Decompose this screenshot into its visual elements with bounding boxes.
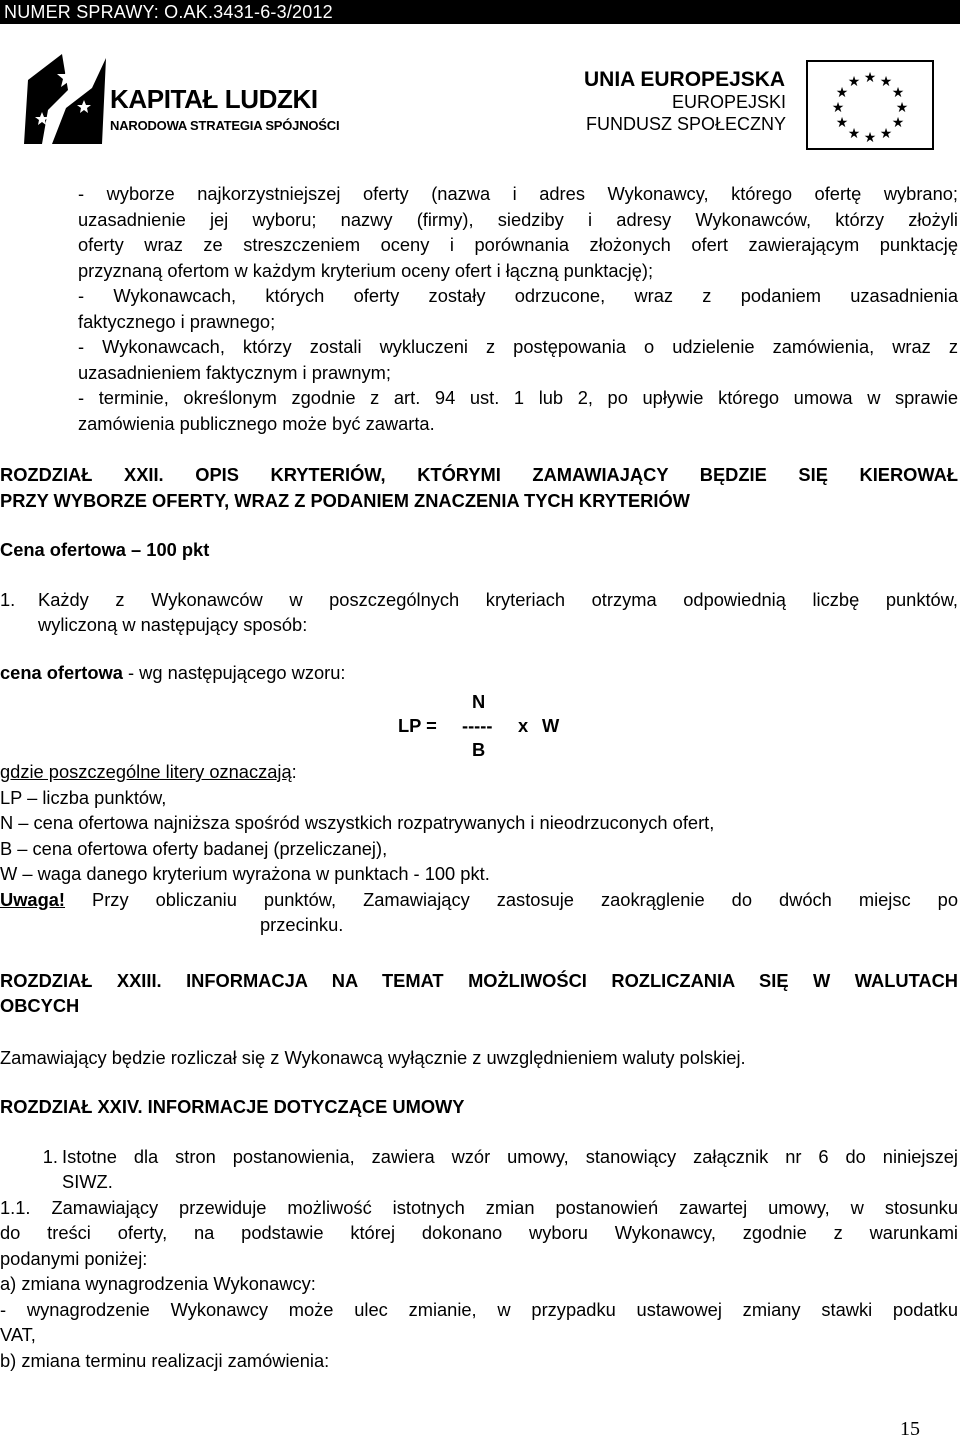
text-line: SIWZ. xyxy=(62,1171,113,1192)
heading-line: ROZDZIAŁ XXIII. INFORMACJA NA TEMAT MOŻLIWOŚCI ROZLICZANIA SIĘ W WALUTACH xyxy=(0,969,958,991)
kapital-ludzki-emblem-icon xyxy=(22,50,108,146)
legend-item: LP – liczba punktów, xyxy=(0,786,167,808)
text-line: wyliczoną w następujący sposób: xyxy=(38,614,308,635)
svg-text:★: ★ xyxy=(847,126,861,142)
legend-item: N – cena ofertowa najniższa spośród wszystkich rozpatrywanych i nieodrzuconych ofert, xyxy=(0,812,715,833)
text-line: faktycznego i prawnego; xyxy=(78,310,276,332)
heading-line: ROZDZIAŁ XXII. OPIS KRYTERIÓW, KTÓRYMI ZAMAWIAJĄCY BĘDZIE SIĘ KIEROWAŁ xyxy=(0,464,958,485)
svg-text:★: ★ xyxy=(891,85,905,101)
formula-weight: W xyxy=(542,715,560,736)
eu-logo xyxy=(584,60,944,160)
svg-text:★: ★ xyxy=(863,70,877,86)
heading-line: PRZY WYBORZE OFERTY, WRAZ Z PODANIEM ZNACZENIA TYCH KRYTERIÓW xyxy=(0,489,690,511)
legend-intro xyxy=(0,759,958,785)
svg-text:★: ★ xyxy=(863,130,877,146)
text-line: do treści oferty, na podstawie której dokonano wyboru Wykonawcy, zgodnie z warunkami xyxy=(0,1222,958,1243)
numbered-item xyxy=(0,587,958,638)
eu-flag xyxy=(806,60,934,150)
uwaga-text: Przy obliczaniu punktów, Zamawiający zastosuje zaokrąglenie do dwóch miejsc po xyxy=(65,888,958,910)
currency-paragraph: Zamawiający będzie rozliczał się z Wykonawcą wyłącznie z uwzględnieniem waluty polskiej. xyxy=(0,1046,746,1068)
cena-rest: - wg następującego wzoru: xyxy=(122,661,346,683)
text-line: przecinku. xyxy=(260,914,344,935)
svg-text:★: ★ xyxy=(847,74,861,90)
cena-label: cena ofertowa xyxy=(0,661,123,683)
text-line: - wyborze najkorzystniejszej oferty (nazwa i adres Wykonawcy, którego ofertę wybrano; xyxy=(78,183,958,204)
case-number: NUMER SPRAWY: O.AK.3431-6-3/2012 xyxy=(4,2,333,22)
text-line: uzasadnieniem faktycznym i prawnym; xyxy=(78,361,391,383)
svg-text:★: ★ xyxy=(835,115,849,131)
uwaga-label: Uwaga! xyxy=(0,888,66,910)
page-number: 15 xyxy=(900,1418,920,1440)
eu-fund-line2: FUNDUSZ SPOŁECZNY xyxy=(586,114,787,134)
sub-point-a: a) zmiana wynagrodzenia Wykonawcy: xyxy=(0,1273,316,1294)
text-line: zamówienia publicznego może być zawarta. xyxy=(78,412,435,434)
lp-formula xyxy=(0,685,958,759)
kapital-ludzki-title: KAPITAŁ LUDZKI xyxy=(110,84,318,114)
legend-intro-text: gdzie poszczególne litery oznaczają xyxy=(0,761,292,782)
text-line: uzasadnienie jej wyboru; nazwy (firmy), siedziby i adresy Wykonawców, którzy złożyli xyxy=(78,208,958,230)
kapital-ludzki-subtitle: NARODOWA STRATEGIA SPÓJNOŚCI xyxy=(110,118,340,133)
svg-text:★: ★ xyxy=(895,100,909,116)
kapital-ludzki-logo xyxy=(22,50,340,150)
text-line: - wynagrodzenie Wykonawcy może ulec zmianie, w przypadku ustawowej zmiany stawki podatku xyxy=(0,1298,958,1320)
case-number-banner xyxy=(0,0,960,24)
legend-intro-colon: : xyxy=(291,761,297,782)
numbered-item xyxy=(0,1144,958,1195)
text-line: VAT, xyxy=(0,1324,36,1345)
formula-times: x xyxy=(518,715,529,736)
section-heading-xxii xyxy=(0,462,958,513)
heading-line: OBCYCH xyxy=(0,995,80,1016)
list-item xyxy=(0,334,958,385)
svg-text:★: ★ xyxy=(835,85,849,101)
uwaga-note xyxy=(0,887,958,938)
legend-item: B – cena ofertowa oferty badanej (przeliczanej), xyxy=(0,837,388,859)
document-body xyxy=(0,181,958,1373)
text-line: przyznaną ofertom w każdym kryterium oceny ofert i łączną punktację); xyxy=(78,259,654,281)
list-item xyxy=(0,385,958,436)
item-number: 1. xyxy=(42,1145,58,1167)
text-line: Każdy z Wykonawców w poszczególnych kryteriach otrzyma odpowiednią liczbę punktów, xyxy=(38,588,958,610)
item-number: 1. xyxy=(0,588,16,610)
svg-text:★: ★ xyxy=(891,115,905,131)
formula-fraction-line: ----- xyxy=(462,715,493,736)
text-line: 1.1. Zamawiający przewiduje możliwość istotnych zmian postanowień zawartej umowy, w stosunku xyxy=(0,1196,958,1218)
formula-lhs: LP = xyxy=(398,715,437,736)
formula-intro xyxy=(0,660,958,686)
formula-denominator: B xyxy=(472,739,486,760)
list-item xyxy=(0,181,958,283)
legend-item: W – waga danego kryterium wyrażona w punktach - 100 pkt. xyxy=(0,863,490,884)
section-heading-xxiii xyxy=(0,968,958,1019)
eu-title: UNIA EUROPEJSKA xyxy=(584,68,786,91)
section-heading-xxiv: ROZDZIAŁ XXIV. INFORMACJE DOTYCZĄCE UMOWY xyxy=(0,1096,465,1117)
text-line: - Wykonawcach, których oferty zostały odrzucone, wraz z podaniem uzasadnienia xyxy=(78,285,958,306)
sub-point-b: b) zmiana terminu realizacji zamówienia: xyxy=(0,1349,330,1371)
svg-text:★: ★ xyxy=(879,74,893,90)
svg-text:★: ★ xyxy=(831,100,845,116)
text-line: podanymi poniżej: xyxy=(0,1247,148,1269)
text-line xyxy=(0,887,958,913)
svg-text:★: ★ xyxy=(879,126,893,142)
text-line: - Wykonawcach, którzy zostali wykluczeni z postępowania o udzielenie zamówienia, wraz z xyxy=(78,336,958,357)
text-line: oferty wraz ze streszczeniem oceny i porównania złożonych ofert zawierającym punktację xyxy=(78,234,958,255)
text-line: Istotne dla stron postanowienia, zawiera wzór umowy, stanowiący załącznik nr 6 do niniejszej xyxy=(62,1145,958,1167)
text-line: - terminie, określonym zgodnie z art. 94 ust. 1 lub 2, po upływie którego umowa w sprawie xyxy=(78,387,958,408)
eu-fund-line1: EUROPEJSKI xyxy=(672,92,787,112)
criterion-label: Cena ofertowa – 100 pkt xyxy=(0,539,210,560)
formula-numerator: N xyxy=(472,691,486,712)
sub-item-1-1 xyxy=(0,1195,958,1272)
list-item xyxy=(0,283,958,334)
eu-stars-icon xyxy=(808,62,932,148)
